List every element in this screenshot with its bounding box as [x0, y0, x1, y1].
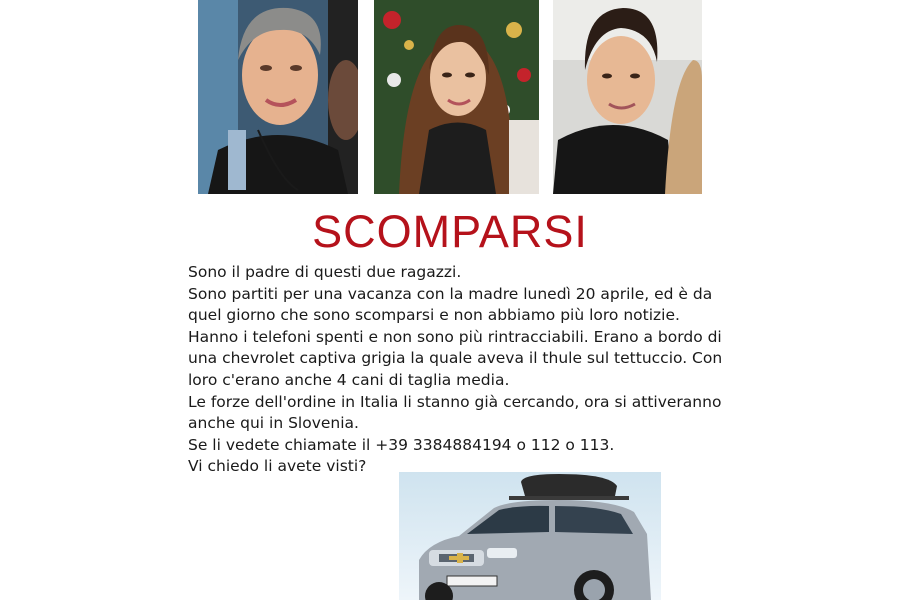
photo-daughter [374, 0, 539, 194]
car-photo [399, 472, 661, 600]
poster-body [188, 262, 728, 478]
body-line-1: Sono il padre di questi due ragazzi. [188, 263, 462, 281]
body-line-3: Le forze dell'ordine in Italia li stanno già cercando, ora si attiveranno anche qui in Slovenia. [188, 392, 722, 433]
body-line-2: Sono partiti per una vacanza con la madre lunedì 20 aprile, ed è da quel giorno che sono scomparsi e non abbiamo più loro notizie. Hanno i telefoni spenti e non sono più rintracciabili. Erano a bordo di una chevrolet captiva grigia la quale aveva il thule sul tettuccio. Con loro c'erano anche 4 cani di taglia media. [188, 284, 723, 389]
photo-son [553, 0, 702, 194]
poster-title: SCOMPARSI [312, 206, 588, 257]
photo-mother [198, 0, 358, 194]
body-line-4: Se li vedete chiamate il +39 3384884194 o 112 o 113. [188, 435, 615, 454]
body-line-5: Vi chiedo li avete visti? [188, 457, 367, 476]
